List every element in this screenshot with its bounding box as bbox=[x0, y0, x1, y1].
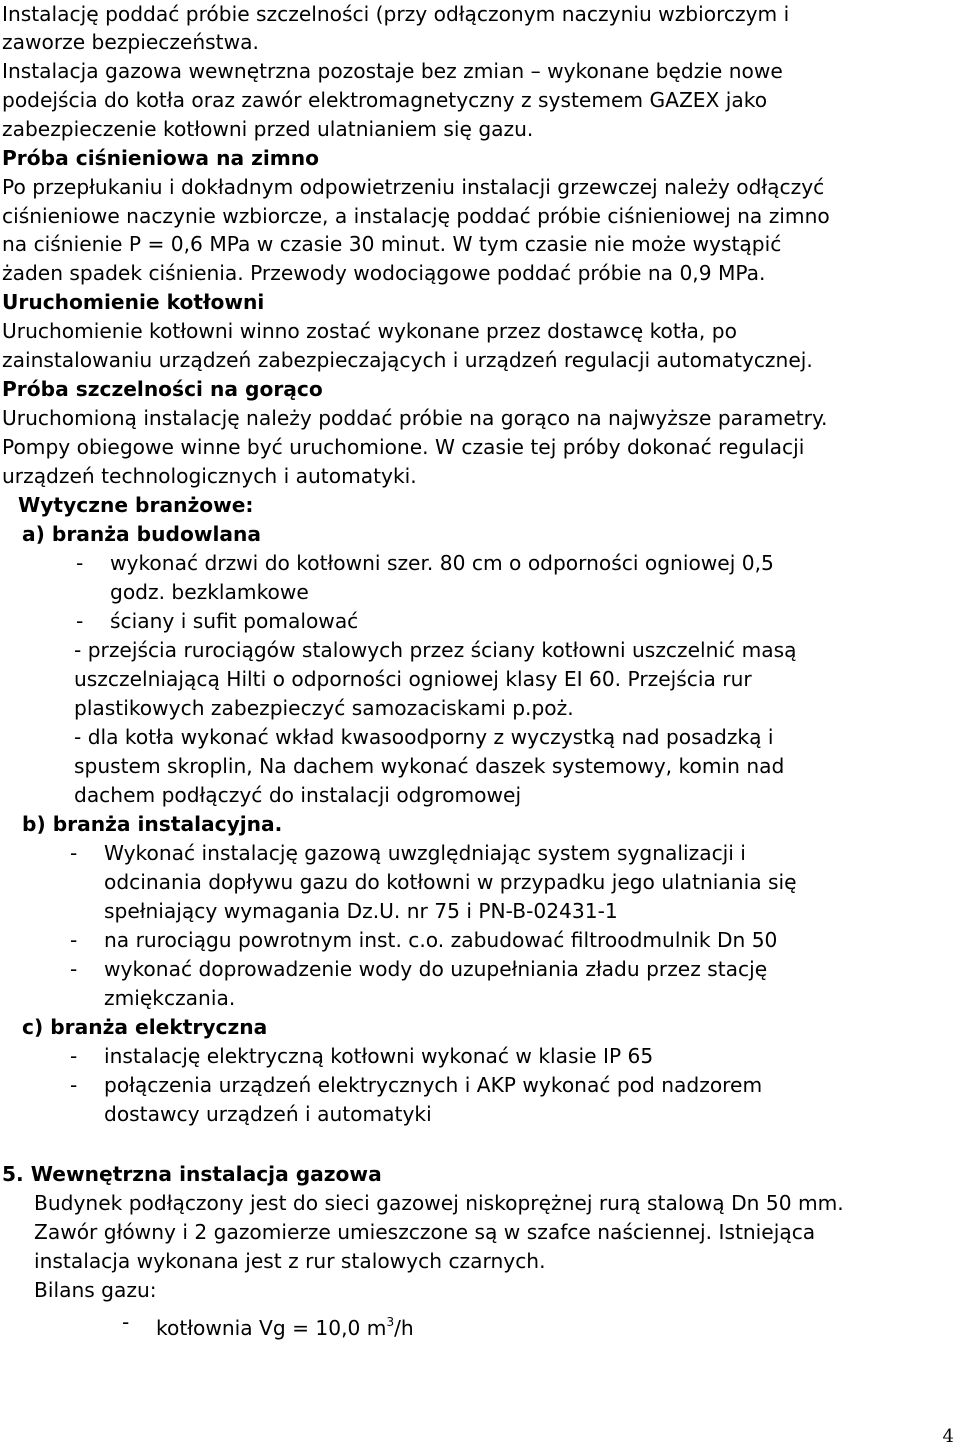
electrical-dash-1: - bbox=[70, 1044, 78, 1068]
startup-line-1: Uruchomienie kotłowni winno zostać wykonane przez dostawcę kotła, po bbox=[2, 319, 737, 343]
construction-item-3-line-1: - przejścia rurociągów stalowych przez ściany kotłowni uszczelnić masą bbox=[74, 638, 797, 662]
gas-balance-superscript: 3 bbox=[386, 1315, 395, 1329]
installation-item-1-line-2: odcinania dopływu gazu do kotłowni w przypadku jego ulatniania się bbox=[104, 870, 797, 894]
construction-item-1-line-2: godz. bezklamkowe bbox=[110, 580, 309, 604]
construction-item-2: ściany i sufit pomalować bbox=[110, 609, 359, 633]
installation-dash-2: - bbox=[70, 928, 78, 952]
installation-item-1-line-1: Wykonać instalację gazową uwzględniając system sygnalizacji i bbox=[104, 841, 746, 865]
installation-dash-1: - bbox=[70, 841, 78, 865]
hot-test-line-3: urządzeń technologicznych i automatyki. bbox=[2, 464, 417, 488]
section-5-line-3: instalacja wykonana jest z rur stalowych czarnych. bbox=[34, 1249, 546, 1273]
construction-item-3-line-2: uszczelniającą Hilti o odporności ogniowej klasy EI 60. Przejścia rur bbox=[74, 667, 752, 691]
construction-item-4-line-1: - dla kotła wykonać wkład kwasoodporny z wyczystką nad posadzką i bbox=[74, 725, 774, 749]
electrical-dash-2: - bbox=[70, 1073, 78, 1097]
construction-item-1-line-1: wykonać drzwi do kotłowni szer. 80 cm o odporności ogniowej 0,5 bbox=[110, 551, 774, 575]
installation-heading: b) branża instalacyjna. bbox=[22, 812, 283, 836]
gas-balance-unit: /h bbox=[394, 1316, 414, 1340]
installation-dash-3: - bbox=[70, 957, 78, 981]
cold-test-line-3: na ciśnienie P = 0,6 MPa w czasie 30 minut. W tym czasie nie może wystąpić bbox=[2, 232, 782, 256]
cold-test-line-2: ciśnieniowe naczynie wzbiorcze, a instalację poddać próbie ciśnieniowej na zimno bbox=[2, 204, 830, 228]
cold-test-line-1: Po przepłukaniu i dokładnym odpowietrzeniu instalacji grzewczej należy odłączyć bbox=[2, 175, 825, 199]
gas-balance-text: kotłownia Vg = 10,0 m bbox=[156, 1316, 387, 1340]
section-5-line-4: Bilans gazu: bbox=[34, 1278, 157, 1302]
page-number: 4 bbox=[942, 1426, 954, 1447]
intro-line-4: podejścia do kotła oraz zawór elektromagnetyczny z systemem GAZEX jako bbox=[2, 88, 768, 112]
intro-line-2: zaworze bezpieczeństwa. bbox=[2, 30, 259, 54]
gas-balance-line bbox=[156, 1308, 414, 1343]
installation-item-3-line-1: wykonać doprowadzenie wody do uzupełniania zładu przez stację bbox=[104, 957, 768, 981]
construction-dash-1: - bbox=[76, 551, 84, 575]
construction-dash-2: - bbox=[76, 609, 84, 633]
startup-heading: Uruchomienie kotłowni bbox=[2, 290, 265, 314]
intro-line-5: zabezpieczenie kotłowni przed ulatnianiem się gazu. bbox=[2, 117, 534, 141]
intro-line-3: Instalacja gazowa wewnętrzna pozostaje bez zmian – wykonane będzie nowe bbox=[2, 59, 783, 83]
installation-item-2: na rurociągu powrotnym inst. c.o. zabudować filtroodmulnik Dn 50 bbox=[104, 928, 778, 952]
cold-test-line-4: żaden spadek ciśnienia. Przewody wodociągowe poddać próbie na 0,9 MPa. bbox=[2, 261, 766, 285]
electrical-heading: c) branża elektryczna bbox=[22, 1015, 268, 1039]
construction-heading: a) branża budowlana bbox=[22, 522, 262, 546]
construction-item-4-line-2: spustem skroplin, Na dachem wykonać daszek systemowy, komin nad bbox=[74, 754, 785, 778]
installation-item-3-line-2: zmiękczania. bbox=[104, 986, 236, 1010]
cold-test-heading: Próba ciśnieniowa na zimno bbox=[2, 146, 320, 170]
intro-line-1: Instalację poddać próbie szczelności (przy odłączonym naczyniu wzbiorczym i bbox=[2, 2, 790, 26]
installation-item-1-line-3: spełniający wymagania Dz.U. nr 75 i PN-B-02431-1 bbox=[104, 899, 618, 923]
guidelines-heading: Wytyczne branżowe: bbox=[18, 493, 254, 517]
hot-test-line-2: Pompy obiegowe winne być uruchomione. W czasie tej próby dokonać regulacji bbox=[2, 435, 805, 459]
section-5-line-1: Budynek podłączony jest do sieci gazowej niskoprężnej rurą stalową Dn 50 mm. bbox=[34, 1191, 844, 1215]
construction-item-4-line-3: dachem podłączyć do instalacji odgromowej bbox=[74, 783, 522, 807]
section-5-heading: 5. Wewnętrzna instalacja gazowa bbox=[2, 1162, 382, 1186]
electrical-item-1: instalację elektryczną kotłowni wykonać w klasie IP 65 bbox=[104, 1044, 654, 1068]
gas-balance-dash: - bbox=[122, 1310, 130, 1334]
hot-test-heading: Próba szczelności na gorąco bbox=[2, 377, 323, 401]
hot-test-line-1: Uruchomioną instalację należy poddać próbie na gorąco na najwyższe parametry. bbox=[2, 406, 828, 430]
electrical-item-2-line-2: dostawcy urządzeń i automatyki bbox=[104, 1102, 432, 1126]
startup-line-2: zainstalowaniu urządzeń zabezpieczających i urządzeń regulacji automatycznej. bbox=[2, 348, 813, 372]
electrical-item-2-line-1: połączenia urządzeń elektrycznych i AKP wykonać pod nadzorem bbox=[104, 1073, 763, 1097]
construction-item-3-line-3: plastikowych zabezpieczyć samozaciskami p.poż. bbox=[74, 696, 574, 720]
section-5-line-2: Zawór główny i 2 gazomierze umieszczone są w szafce naściennej. Istniejąca bbox=[34, 1220, 816, 1244]
